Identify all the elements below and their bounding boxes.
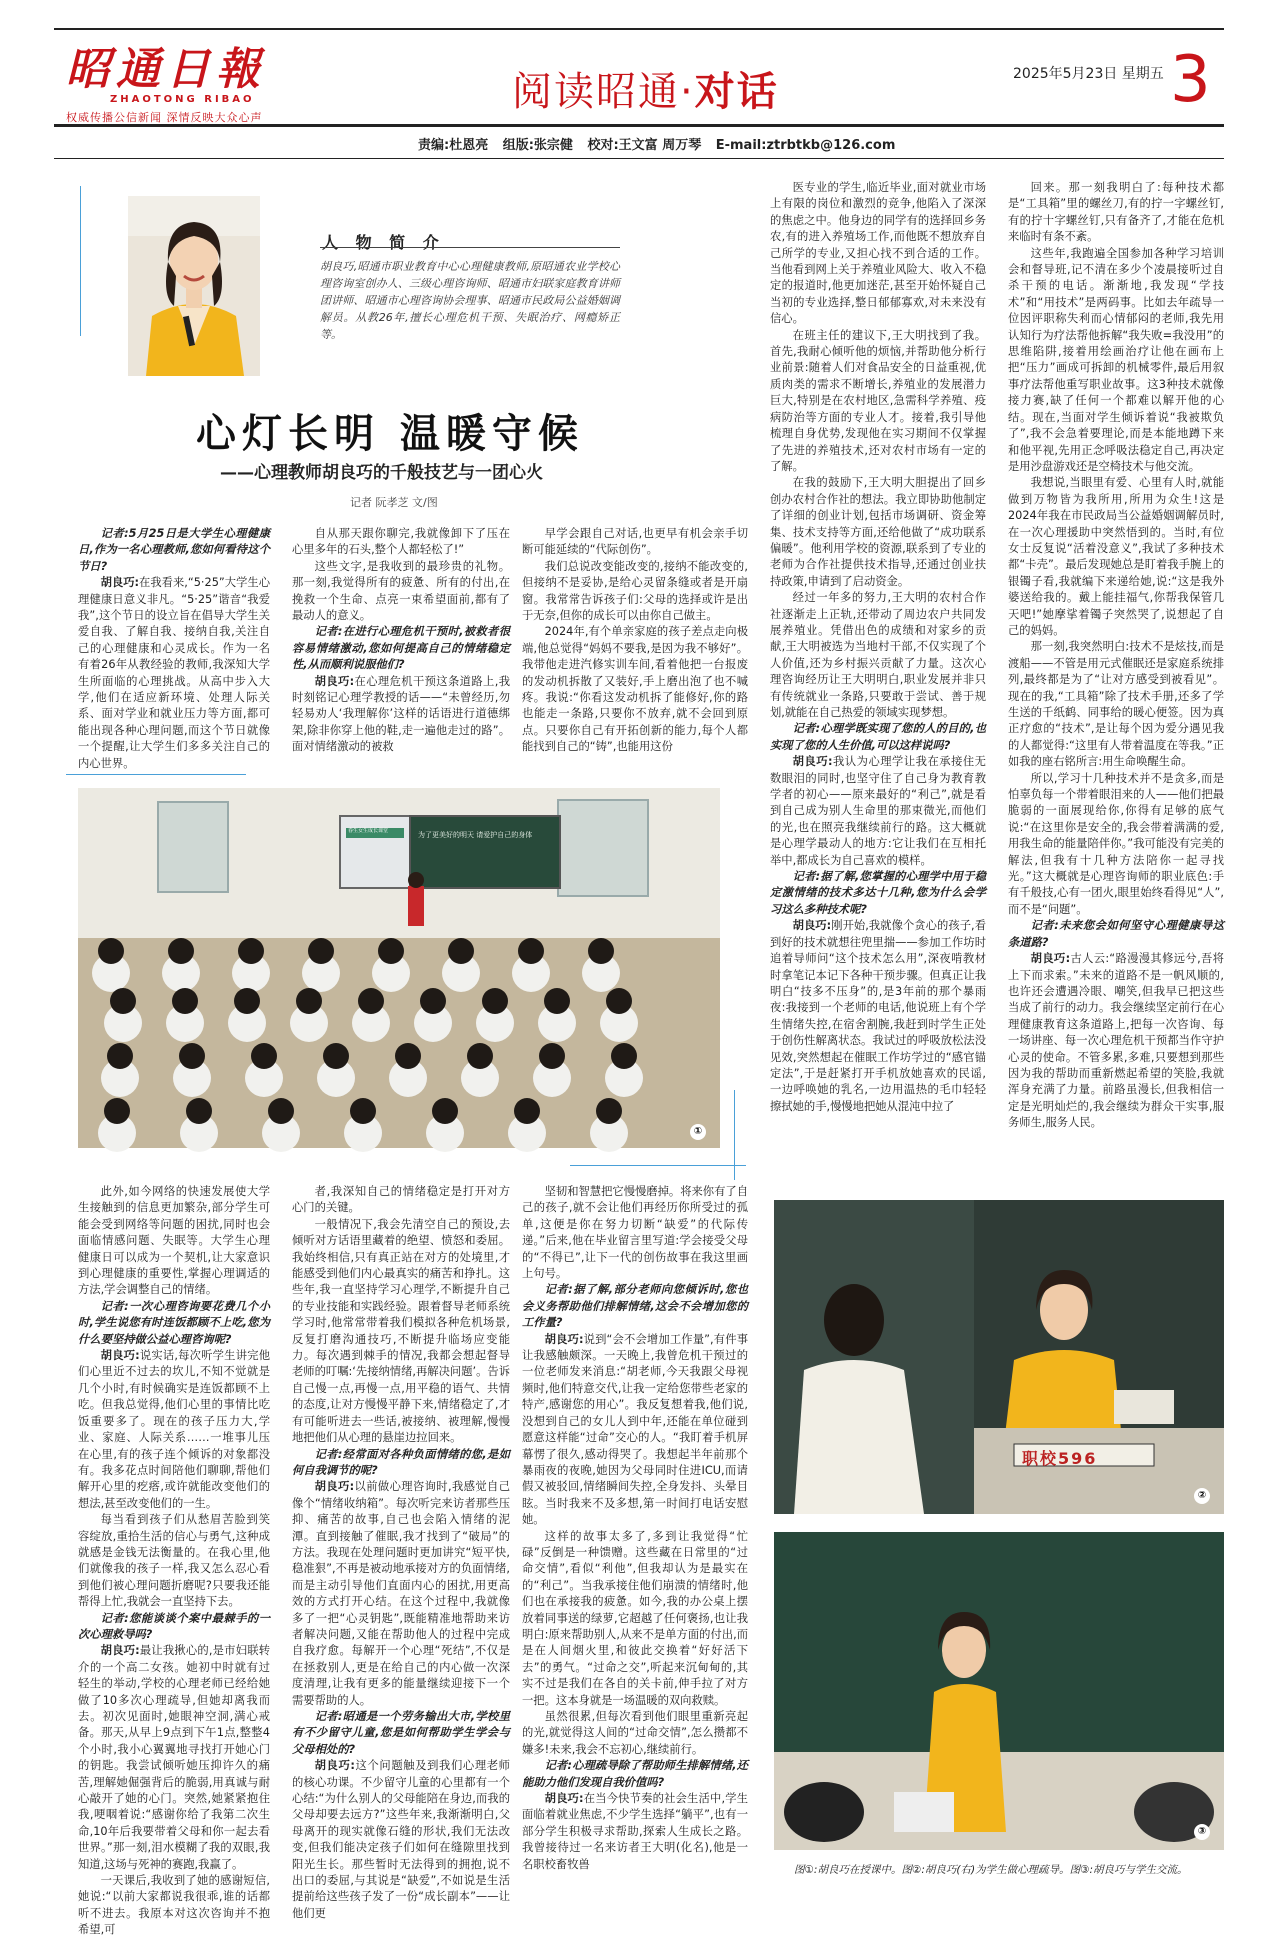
article-byline: 记者 阮孝芝 文/图 [350, 496, 438, 509]
speaker-label: 胡良巧: [544, 1332, 584, 1346]
photo-classroom [78, 788, 720, 1148]
question-paragraph [522, 1282, 748, 1331]
logo-slogan: 权威传播公信新闻 深情反映大众心声 [66, 111, 263, 124]
paragraph-text: 说到“会不会增加工作量”,有件事让我感触颇深。一天晚上,我曾危机干预过的一位老师发来消息:“胡老师,今天我跟父母视频时,他们特意交代,让我一定给您带些老家的特产,感谢您的用心”。我反复想着我,他们说,没想到自己的女儿人到中年,还能在单位碰到愿意这样能“过命”交心的人。“我盯着手机屏幕愣了很久,感动得哭了。我想起半年前那个暴雨夜的夜晚,她因为父母同时住进ICU,而请假又被驳回,情绪瞬间失控,全身发抖、头晕目眩。当时我来不及多想,第一时间打电话安慰她。 [522, 1332, 748, 1527]
question-paragraph [78, 526, 270, 575]
portrait-illustration [128, 196, 260, 376]
student-figure [544, 988, 570, 1014]
text-column-6 [78, 1184, 270, 1937]
paragraph-text: 2024年,有个单亲家庭的孩子差点走向极端,他总觉得“妈妈不要我,是因为我不够好”。我带他走进汽修实训车间,看着他把一台报废的发动机拆散了又装好,手上磨出泡了也不喊疼。我说:“你看这发动机拆了能修好,你的路也能走一条路,只要你不放弃,就不会回到原点。只要你自己有开拓创新的能力,每个人都能找到自己的“铸”,也能用这份 [522, 625, 748, 754]
question-paragraph [78, 1299, 270, 1348]
student-figure [268, 1098, 294, 1124]
text-column-5 [1008, 180, 1224, 1188]
top-rule [54, 28, 1224, 30]
text-column-2 [292, 526, 510, 754]
question-paragraph [292, 1709, 510, 1758]
answer-paragraph [1008, 246, 1224, 476]
photo-counseling [774, 1200, 1224, 1514]
student-figure [308, 938, 334, 964]
credit-proof: 校对:王文富 周万琴 [587, 138, 702, 153]
question-text: 记者:未来您会如何坚守心理健康导这条道路? [1008, 919, 1224, 949]
answer-paragraph [770, 475, 986, 590]
answer-paragraph [770, 590, 986, 721]
student-figure [179, 1043, 205, 1069]
photo-badge-3: ③ [1194, 1824, 1210, 1840]
paragraph-text: 一般情况下,我会先清空自己的预设,去倾听对方话语里藏着的绝望、愤怒和委屈。我始终相信,只有真正站在对方的处境里,才能感受到他们内心最真实的痛苦和挣扎。这些年,我一直坚持学习心理学,不断提升自己的专业技能和实践经验。跟着督导老师系统学习时,他常常带着我们模拟各种危机场景,反复打磨沟通技巧,不断提升临场应变能力。每次遇到棘手的情况,我都会想起督导老师的叮嘱:‘先接纳情绪,再解决问题’。告诉自己慢一点,再慢一点,用平稳的语气、共情的态度,让对方慢慢平静下来,情绪稳定了,才有可能听进去一些话,被接纳、被理解,慢慢地把他们从心理的悬崖边拉回来。 [292, 1217, 510, 1445]
speaker-label: 胡良巧: [314, 1759, 355, 1773]
question-paragraph [292, 624, 510, 673]
speaker-label: 胡良巧: [792, 919, 832, 933]
paragraph-text: 自从那天跟你聊完,我就像卸下了压在心里多年的石头,整个人都轻松了!” [292, 527, 510, 557]
paragraph-text: 此外,如今网络的快速发展使大学生接触到的信息更加繁杂,部分学生可能会受到网络等问题的困扰,同时也会面临情感问题、失眠等。大学生心理健康日可以成为一个契机,让大家意识到心理健康的重要性,掌握心理调适的方法,学会调整自己的情绪。 [78, 1185, 270, 1297]
student-figure [296, 988, 322, 1014]
question-text: 记者:在进行心理危机干预时,被救者很容易情绪激动,您如何提高自己的情绪稳定性,从而顺利说服他们? [292, 625, 510, 672]
teaching-illustration [774, 1532, 1224, 1850]
profile-text: 胡良巧,昭通市职业教育中心心理健康教师,原昭通农业学校心理咨询室创办人、三级心理咨询师、昭通市妇联家庭教育讲师团讲师、昭通市心理咨询协会理事、昭通市民政局公益婚姻调解员。从教26年,擅长心理危机干预、失眠治疗、网瘾矫正等。 [320, 260, 620, 341]
speaker-label: 胡良巧: [100, 1349, 140, 1363]
text-column-4 [770, 180, 986, 1188]
photo-caption: 图①:胡良巧在授课中。图②:胡良巧(右)为学生做心理疏导。图③:胡良巧与学生交流。 [794, 1864, 1188, 1876]
answer-paragraph [292, 674, 510, 756]
student-figure [420, 988, 446, 1014]
answer-paragraph [78, 1512, 270, 1610]
paragraph-text: 在我的鼓励下,王大明大胆提出了回乡创办农村合作社的想法。我立即协助他制定了详细的创业计划,包括市场调研、资金筹集、技术支持等方面,还给他做了“成功联系偏暖”。他利用学校的资源,联系到了专业的老师为合作社提供技术指导,还通过创业扶持政策,申请到了启动资金。 [770, 476, 986, 588]
paragraph-text: 在我看来,“5·25”大学生心理健康日意义非凡。“5·25”谐音“我爱我”,这个节日的设立旨在倡导大学生关爱自我、了解自我、接纳自我,关注自己的心理健康和心灵成长。作为一名有着26年从教经验的教师,我深知大学生所面临的心理挑战。从高中步入大学,他们在适应新环境、处理人际关系、面对学业和就业压力等方面,都可能出现各种心理问题,而这个节日就像一个提醒,让大学生们多多关注自己的内心世界。 [78, 576, 270, 770]
student-figure [107, 1043, 133, 1069]
student-figure [350, 1098, 376, 1124]
answer-paragraph [522, 624, 748, 755]
answer-paragraph [78, 575, 270, 772]
section-title [512, 60, 779, 117]
deco-line [734, 1090, 735, 1180]
answer-paragraph [770, 918, 986, 1115]
paragraph-text: 这样的故事太多了,多到让我觉得“忙碌”反倒是一种馈赠。这些藏在日常里的“过命交情”,看似“利他”,但我却认为是最实在的“利己”。当我承接住他们崩溃的情绪时,他们也在承接我的疲惫。如今,我的办公桌上摆放着同事送的绿萝,它超越了任何褒扬,也让我明白:原来帮助别人,从来不是单方面的付出,而是在人间烟火里,和彼此交换着“好好活下去”的勇气。“过命之交”,听起来沉甸甸的,其实不过是我们在各自的关卡前,伸手拉了对方一把。这本身就是一场温暖的双向救赎。 [522, 1529, 748, 1707]
text-column-7 [292, 1184, 510, 1926]
question-text: 记者:心理疏导除了帮助师生排解情绪,还能助力他们发现自我价值吗? [522, 1759, 748, 1789]
paragraph-text: 坚韧和智慧把它慢慢磨掉。将来你有了自己的孩子,就不会让他们再经历你所受过的孤单,这便是你在努力切断“缺爱”的代际传递。”后来,他在毕业留言里写道:学会接受父母的“不得已”,让下一代的创伤故事在我这里画上句号。 [522, 1185, 748, 1281]
paragraph-text: 在班主任的建议下,王大明找到了我。首先,我耐心倾听他的烦恼,并帮助他分析行业前景:随着人们对食品安全的日益重视,优质肉类的需求不断增长,养殖业的发展潜力巨大,特别是在农村地区,急需科学养殖、疫病防治等方面的专业人才。接着,我引导他梳理自身优势,发现他在实习期间不仅掌握了先进的养殖技术,还对农村市场有一定的了解。 [770, 328, 986, 473]
student-figure [186, 1098, 212, 1124]
credit-layout: 组版:张宗健 [502, 138, 573, 153]
answer-paragraph [522, 1184, 748, 1282]
photo-badge-2: ② [1194, 1488, 1210, 1504]
answer-paragraph [292, 1184, 510, 1217]
student-figure [432, 1098, 458, 1124]
student-figure [448, 938, 474, 964]
answer-paragraph [78, 1873, 270, 1939]
paragraph-text: 者,我深知自己的情绪稳定是打开对方心门的关键。 [292, 1185, 510, 1215]
student-figure [482, 988, 508, 1014]
student-figure [104, 1098, 130, 1124]
answer-paragraph [522, 1791, 748, 1873]
portrait-photo [128, 196, 260, 376]
credits-line [418, 134, 905, 153]
speaker-label: 胡良巧: [1030, 952, 1071, 966]
question-text: 记者:心理学既实现了您的人的目的,也实现了您的人生价值,可以这样说吗? [770, 722, 986, 752]
answer-paragraph [522, 559, 748, 625]
question-text: 记者:您能谈谈个案中最棘手的一次心理救导吗? [78, 1611, 270, 1641]
answer-paragraph [1008, 771, 1224, 919]
student-figure [467, 1043, 493, 1069]
credits-rule [54, 158, 1224, 159]
paragraph-text: 虽然很累,但每次看到他们眼里重新亮起的光,就觉得这人间的“过命交情”,怎么攒都不嫌多!未来,我会不忘初心,继续前行。 [522, 1710, 748, 1756]
photo-badge-1: ① [690, 1124, 706, 1140]
text-column-3 [522, 526, 748, 754]
speaker-label: 胡良巧: [792, 755, 833, 769]
paragraph-text: 那一刻,我突然明白:技术不是炫技,而是渡船——不管是用元式催眠还是家庭系统排列,最终都是为了“让对方感受到被看见”。现在的我,“工具箱”除了技术手册,还多了学生送的千纸鹤、同事给的暖心便签。因为真正疗愈的“技术”,是让每个因为爱分遇见我的人都觉得:“这里有人带着温度在等我。”正如我的座右铭所言:用生命唤醒生命。 [1008, 640, 1224, 769]
answer-paragraph [1008, 951, 1224, 1131]
question-paragraph [78, 1611, 270, 1644]
answer-paragraph [78, 1643, 270, 1873]
profile-heading: 人 物 简 介 [322, 233, 445, 252]
question-text: 记者:昭通是一个劳务输出大市,学校里有不少留守儿童,您是如何帮助学生学会与父母相处的? [292, 1710, 510, 1756]
paragraph-text: 说实话,每次听学生讲完他们心里近不过去的坎儿,不知不觉就是几个小时,有时候确实是连饭都顾不上吃。但我总觉得,他们心里的事情比吃饭重要多了。现在的孩子压力大,学业、家庭、人际关系……一堆事儿压在心里,有的孩子连个倾诉的对象都没有。我多花点时间陪他们聊聊,帮他们解开心里的疙瘩,或许就能改变他们的想法,甚至改变他们的一生。 [78, 1349, 270, 1510]
student-figure [172, 988, 198, 1014]
answer-paragraph [292, 559, 510, 625]
speaker-label: 胡良巧: [314, 1480, 355, 1494]
newspaper-logo[interactable] [66, 46, 276, 125]
paragraph-text: 这些文字,是我收到的最珍贵的礼物。那一刻,我觉得所有的疲惫、所有的付出,在挽救一个生命、点亮一束希望面前,都有了最动人的意义。 [292, 559, 510, 623]
answer-paragraph [522, 1332, 748, 1529]
paragraph-text: 一天课后,我收到了她的感谢短信,她说:“以前大家都说我很乖,谁的话都听不进去。我原本对这次咨询并不抱希望,可 [78, 1874, 270, 1937]
student-figure [395, 1043, 421, 1069]
paragraph-text: 在当今快节奏的社会生活中,学生面临着就业焦虑,不少学生选择“躺平”,也有一部分学生积极寻求帮助,探索人生成长之路。我曾接待过一名来访者王大明(化名),他是一名职校畜牧兽 [522, 1792, 748, 1871]
student-figure [514, 1098, 540, 1124]
section-title-a: 阅读昭通 [512, 69, 680, 115]
student-figure [378, 938, 404, 964]
paragraph-text: 每当看到孩子们从愁眉苦脸到笑容绽放,重拾生活的信心与勇气,这种成就感是金钱无法衡量的。在我心里,他们就像我的孩子一样,我又怎么忍心看到他们被心理问题折磨呢?只要我还能帮得上忙,我就会一直坚持下去。 [78, 1513, 270, 1609]
question-paragraph [292, 1447, 510, 1480]
deco-line [66, 774, 246, 775]
answer-paragraph [78, 1184, 270, 1299]
student-figure [596, 1098, 622, 1124]
classroom-banner: 春生女生成长课堂 [348, 828, 389, 834]
question-text: 记者:5月25日是大学生心理健康日,作为一名心理教师,您如何看待这个节日? [78, 527, 270, 573]
question-text: 记者:经常面对各种负面情绪的您,是如何自我调节的呢? [292, 1447, 510, 1477]
answer-paragraph [770, 754, 986, 869]
question-text: 记者:据了解,部分老师向您倾诉时,您也会义务帮助他们排解情绪,这会不会增加您的工作量? [522, 1283, 748, 1330]
issue-date: 2025年5月23日 星期五 [1013, 66, 1164, 82]
answer-paragraph [292, 1479, 510, 1709]
question-paragraph [1008, 918, 1224, 951]
paragraph-text: 早学会跟自己对话,也更早有机会亲手切断可能延续的“代际创伤”。 [522, 527, 748, 557]
paragraph-text: 所以,学习十几种技术并不是贪多,而是怕辜负每一个带着眼泪来的人——他们把最脆弱的一面展现给你,你得有足够的底气说:“在这里你是安全的,我会带着满满的爱,用我生命的能量陪伴你。”我可能没有完美的解法,但我有十几种方法陪你一起寻找光。”这大概就是心理咨询师的职业底色:手有千般技,心有一团火,眼里始终看得见“人”,而不是“问题”。 [1008, 771, 1224, 916]
speaker-label: 胡良巧: [544, 1792, 584, 1806]
answer-paragraph [770, 328, 986, 476]
question-paragraph [770, 721, 986, 754]
paragraph-text: 在心理危机干预这条道路上,我时刻铭记心理学教授的话——“未曾经历,勿轻易劝人‘我理解你’这样的话语进行道德绑架,除非你穿上他的鞋,走一遍他走过的路”。面对情绪激动的被救 [292, 674, 510, 754]
answer-paragraph [292, 1758, 510, 1922]
paragraph-text: 这个问题触及到我们心理老师的核心功课。不少留守儿童的心里都有一个心结:“为什么别人的父母能陪在身边,而我的父母却要去远方?”这些年来,我渐渐明白,父母离开的现实就像石缝的形状,我们无法改变,但我们能决定孩子们如何在缝隙里找到阳光生长。那些暂时无法得到的拥抱,说不出口的委屈,与其说是“缺爱”,不如说是生活提前给这些孩子发了一份“成长副本”——让他们更 [292, 1759, 510, 1920]
profile-rule [320, 247, 620, 248]
paragraph-text: 我认为心理学让我在承接住无数眼泪的同时,也坚守住了自己身为教育教学者的初心——原来最好的“利己”,就是看到自己成为别人生命里的那束微光,而他们的光,也在照亮我继续前行的路。这大概就是心理学最动人的地方:它让我们在互相托举中,都成长为自己喜欢的模样。 [770, 755, 986, 867]
answer-paragraph [1008, 639, 1224, 770]
header-rule [54, 124, 1224, 127]
article-subheadline: ——心理教师胡良巧的千般技艺与一团心火 [220, 463, 543, 483]
student-figure [234, 988, 260, 1014]
credit-editor: 责编:杜恩亮 [418, 138, 489, 153]
section-title-b: 对话 [694, 69, 779, 115]
credit-email[interactable]: E-mail:ztrbtkb@126.com [715, 138, 896, 153]
student-figure [98, 938, 124, 964]
classroom-blackboard-text: 为了更美好的明天 请爱护自己的身体 [418, 831, 533, 839]
page-number: 3 [1170, 43, 1211, 117]
paragraph-text: 医专业的学生,临近毕业,面对就业市场上有限的岗位和激烈的竞争,他陷入了深深的焦虑之中。他身边的同学有的选择回乡务农,有的进入养殖场工作,而他既不想放弃自己所学的专业,又担心找不到合适的工作。当他看到网上关于养殖业风险大、收入不稳定的报道时,他更加迷茫,甚至开始怀疑自己当初的专业选择,整日郁郁寡欢,对未来没有信心。 [770, 181, 986, 326]
paragraph-text: 回来。那一刻我明白了:每种技术都是“工具箱”里的螺丝刀,有的拧一字螺丝钉,有的拧十字螺丝钉,只有备齐了,才能在危机来临时有条不紊。 [1008, 181, 1224, 244]
student-figure [518, 938, 544, 964]
paragraph-text: 我们总说改变能改变的,接纳不能改变的,但接纳不是妥协,是给心灵留条缝或者是开扇窗。我常常告诉孩子们:父母的选择或许是出于无奈,但你的成长可以由你自己做主。 [522, 559, 748, 623]
answer-paragraph [522, 1529, 748, 1709]
answer-paragraph [522, 526, 748, 559]
classroom-illustration [78, 788, 720, 1148]
logo-text: 昭通日報 [66, 44, 266, 95]
answer-paragraph [292, 526, 510, 559]
paragraph-text: 古人云:“路漫漫其修远兮,吾将上下而求索。”未来的道路不是一帆风顺的,也许还会遭遇冷眼、嘲笑,但我早已把这些当成了前行的动力。我会继续坚定前行在心理健康教育这条道路上,把每一次咨询、每一场讲座、每一次心理危机干预都当作守护心灵的使命。不管多累,多难,只要想到那些因为我的帮助而重新燃起希望的笑脸,我就浑身充满了力量。前路虽漫长,但我相信一定是光明灿烂的,我会继续为群众干实事,服务师生,服务人民。 [1008, 952, 1224, 1130]
paragraph-text: 刚开始,我就像个贪心的孩子,看到好的技术就想往兜里揣——参加工作坊时追着导师问“这个技术怎么用”,深夜啃教材时拿笔记本记下各种干预步骤。但真正让我明白“技多不压身”的,是3年前的那个暴雨夜:我接到一个老师的电话,他说班上有个学生情绪失控,在宿舍割腕,我赶到时学生正处于创伤性解离状态。我试过的呼吸放松法没见效,突然想起在催眠工作坊学过的“感官锚定法”,于是赶紧打开手机放她喜欢的民谣,一边呼唤她的乳名,一边用温热的毛巾轻轻擦拭她的手,慢慢地把她从混沌中拉了 [770, 919, 986, 1113]
answer-paragraph [522, 1709, 748, 1758]
student-figure [611, 1043, 637, 1069]
desk-sign: 职校596 [1022, 1449, 1098, 1468]
answer-paragraph [78, 1348, 270, 1512]
student-figure [110, 988, 136, 1014]
answer-paragraph [1008, 475, 1224, 639]
question-text: 记者:一次心理咨询要花费几个小时,学生说您有时连饭都顾不上吃,您为什么要坚持做公益心理咨询呢? [78, 1299, 270, 1346]
paragraph-text: 最让我揪心的,是市妇联转介的一个高二女孩。她初中时就有过轻生的举动,学校的心理老师已经给她做了10多次心理疏导,但她却离我而去。初次见面时,她眼神空洞,满心戒备。那天,从早上9点到下午1点,整整4个小时,我小心翼翼地寻找打开她心门的钥匙。我尝试倾听她压抑许久的痛苦,理解她倔强背后的脆弱,用真诚与耐心敲开了她的心门。突然,她紧紧抱住我,哽咽着说:“感谢你给了我第二次生命,10年后我要带着父母和你一起去看世界。”那一刻,泪水模糊了我的双眼,我知道,这场与死神的赛跑,我赢了。 [78, 1644, 270, 1871]
text-column-1 [78, 526, 270, 770]
student-figure [168, 938, 194, 964]
question-paragraph [770, 869, 986, 918]
photo-teaching [774, 1532, 1224, 1850]
answer-paragraph [292, 1217, 510, 1447]
paragraph-text: 我想说,当眼里有爱、心里有人时,就能做到万物皆为我所用,所用为众生!这是2024年我在市民政局当公益婚姻调解员时,在一次心理援助中突然悟到的。当时,有位女士反复说“活着没意义”,我试了多种技术都“卡壳”。最后发现她总是盯着我手腕上的银镯子看,我就编下来递给她,说:“这是我外婆送给我的。戴上能挂福气,你帮我保管几天吧!”她摩挲着镯子突然哭了,说想起了自己的妈妈。 [1008, 476, 1224, 637]
paragraph-text: 以前做心理咨询时,我感觉自己像个“情绪收纳箱”。每次听完来访者那些压抑、痛苦的故事,自己也会陷入情绪的泥潭。直到接触了催眠,我才找到了“破局”的方法。我现在处理问题时更加讲究“短平快,稳准狠”,不再是被动地承接对方的负面情绪,而是主动引导他们直面内心的困扰,用更高效的方式打开心结。在这个过程中,我就像多了一把“心灵钥匙”,既能精准地帮助来访者解决问题,又能在帮助他人的过程中完成自我疗愈。每解开一个心理“死结”,不仅是在拯救别人,更是在给自己的内心做一次深度清理,让我有更多的能量继续迎接下一个需要帮助的人。 [292, 1480, 510, 1707]
student-figure [251, 1043, 277, 1069]
deco-line [570, 1165, 746, 1166]
student-figure [588, 938, 614, 964]
student-figure [606, 988, 632, 1014]
paragraph-text: 这些年,我跑遍全国参加各种学习培训会和督导班,记不清在多少个凌晨接听过自杀干预的电话。渐渐地,我发现“学技术”和“用技术”是两码事。比如去年疏导一位因评职称失利而心情郁闷的老师,我先用认知行为疗法帮他拆解“我失败=我没用”的思维陷阱,接着用绘画治疗让他在画布上把“压力”画成可拆卸的机械零件,最后用叙事疗法帮他重写职业故事。这3种技术就像接力赛,缺了任何一个都难以解开他的心结。现在,当面对学生倾诉着说“我被欺负了”,我不会急着要理论,而是本能地蹲下来和他平视,先用正念呼吸法稳定自己,再决定是用沙盘游戏还是空椅技术与他交流。 [1008, 246, 1224, 473]
speaker-label: 胡良巧: [314, 674, 355, 688]
student-figure [238, 938, 264, 964]
deco-line [80, 186, 81, 336]
answer-paragraph [770, 180, 986, 328]
answer-paragraph [1008, 180, 1224, 246]
student-figure [539, 1043, 565, 1069]
speaker-label: 胡良巧: [100, 1644, 140, 1658]
text-column-8 [522, 1184, 748, 1926]
article-headline: 心灯长明 温暖守候 [196, 410, 584, 457]
student-figure [323, 1043, 349, 1069]
logo-pinyin: ZHAOTONG RIBAO [110, 94, 255, 105]
counseling-illustration [774, 1200, 1224, 1514]
paragraph-text: 经过一年多的努力,王大明的农村合作社逐渐走上正轨,还带动了周边农户共同发展养殖业。凭借出色的成绩和对家乡的贡献,王大明被选为当地村干部,不仅实现了个人价值,还为乡村振兴贡献了力量。这次心理咨询经历让王大明明白,职业发展并非只有传统就业一条路,只要敢于尝试、善于规划,就能在自己热爱的领域实现梦想。 [770, 591, 986, 719]
question-text: 记者:据了解,您掌握的心理学中用于稳定激情绪的技术多达十几种,您为什么会学习这么多种技术呢? [770, 870, 986, 916]
question-paragraph [522, 1758, 748, 1791]
speaker-label: 胡良巧: [100, 576, 140, 590]
section-title-sep: · [680, 69, 695, 115]
student-figure [358, 988, 384, 1014]
